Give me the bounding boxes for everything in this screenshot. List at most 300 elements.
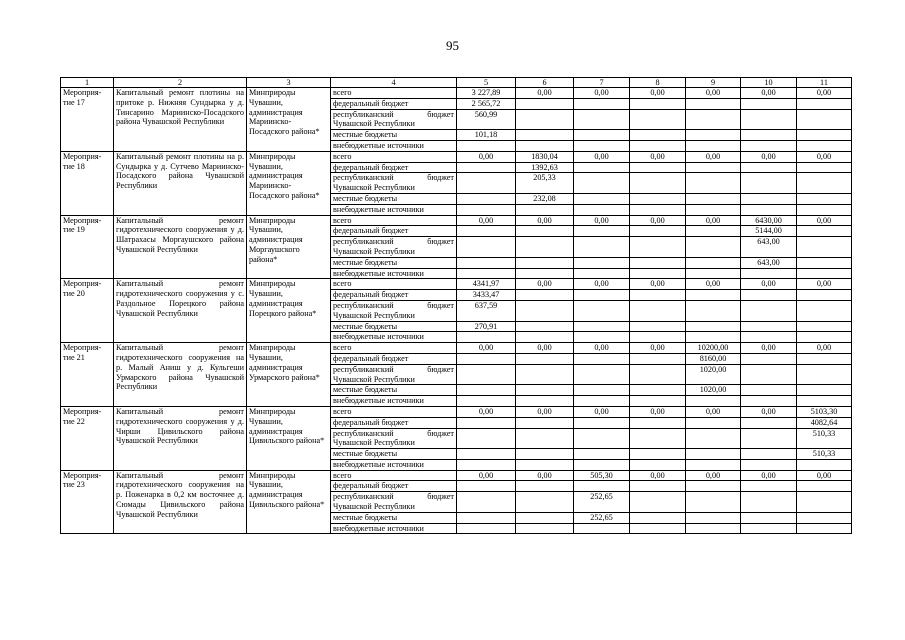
funding-table xyxy=(60,77,852,534)
event-executor: Минприроды Чувашии, администрация Мариинско-Посадского района* xyxy=(247,151,331,215)
value-cell: 0,00 xyxy=(686,406,741,417)
value-cell xyxy=(741,385,797,396)
value-cell xyxy=(797,523,852,534)
value-cell xyxy=(574,204,630,215)
value-cell xyxy=(516,237,574,258)
value-cell xyxy=(574,459,630,470)
value-cell xyxy=(574,523,630,534)
funding-source-text: местные бюджеты xyxy=(333,193,398,203)
value-cell xyxy=(630,428,686,449)
value-cell xyxy=(686,417,741,428)
value-cell: 4341,97 xyxy=(457,279,516,290)
value-cell xyxy=(574,193,630,204)
value-cell xyxy=(741,193,797,204)
value-cell xyxy=(686,512,741,523)
value-cell xyxy=(630,364,686,385)
table-row xyxy=(61,343,852,354)
value-cell xyxy=(797,332,852,343)
value-cell xyxy=(630,321,686,332)
value-cell xyxy=(686,523,741,534)
value-cell xyxy=(457,364,516,385)
value-cell xyxy=(516,364,574,385)
value-cell xyxy=(686,290,741,301)
funding-source-text: Чувашской Республики xyxy=(333,502,415,512)
value-cell xyxy=(574,417,630,428)
event-executor: Минприроды Чувашии, администрация Цивильского района* xyxy=(247,406,331,470)
value-cell xyxy=(630,396,686,407)
funding-source-text: местные бюджеты xyxy=(333,449,398,459)
funding-source-text: всего xyxy=(333,279,352,289)
value-cell xyxy=(686,204,741,215)
value-cell xyxy=(457,459,516,470)
value-cell xyxy=(630,492,686,513)
value-cell xyxy=(686,140,741,151)
funding-source-text: внебюджетные источники xyxy=(333,268,424,278)
table-row xyxy=(61,215,852,226)
value-cell: 232,08 xyxy=(516,193,574,204)
value-cell xyxy=(741,523,797,534)
value-cell: 0,00 xyxy=(797,470,852,481)
value-cell xyxy=(797,481,852,492)
funding-source-text: Чувашской Республики xyxy=(333,310,415,320)
value-cell xyxy=(797,353,852,364)
value-cell xyxy=(457,237,516,258)
value-cell: 0,00 xyxy=(686,470,741,481)
value-cell xyxy=(686,449,741,460)
value-cell: 643,00 xyxy=(741,257,797,268)
funding-source-label xyxy=(331,343,457,354)
value-cell xyxy=(516,417,574,428)
funding-source-text: внебюджетные источники xyxy=(333,459,424,469)
event-label: Мероприя-тие 18 xyxy=(61,151,114,215)
funding-source-text: федеральный бюджет xyxy=(333,98,409,108)
value-cell xyxy=(574,98,630,109)
event-executor: Минприроды Чувашии, администрация Цивильского района* xyxy=(247,470,331,534)
value-cell xyxy=(741,300,797,321)
column-header-7: 7 xyxy=(574,78,630,88)
value-cell xyxy=(516,428,574,449)
value-cell: 0,00 xyxy=(574,406,630,417)
value-cell xyxy=(686,257,741,268)
value-cell xyxy=(516,385,574,396)
value-cell xyxy=(686,268,741,279)
value-cell xyxy=(574,109,630,130)
value-cell: 0,00 xyxy=(630,279,686,290)
event-label: Мероприя-тие 21 xyxy=(61,343,114,407)
page-number: 95 xyxy=(446,38,459,53)
value-cell xyxy=(686,237,741,258)
funding-source-text: федеральный бюджет xyxy=(333,290,409,300)
value-cell xyxy=(630,481,686,492)
value-cell: 643,00 xyxy=(741,237,797,258)
value-cell xyxy=(797,459,852,470)
value-cell xyxy=(457,268,516,279)
funding-source-text: республиканский бюджет xyxy=(333,173,454,183)
value-cell xyxy=(741,290,797,301)
value-cell xyxy=(457,523,516,534)
value-cell: 1020,00 xyxy=(686,385,741,396)
value-cell: 1830,04 xyxy=(516,151,574,162)
value-cell: 1392,63 xyxy=(516,162,574,173)
event-description: Капитальный ремонт гидротехнического сооружения у д. Чирши Цивильского района Чувашской Республики xyxy=(114,406,247,470)
value-cell: 3 227,89 xyxy=(457,88,516,99)
value-cell: 0,00 xyxy=(574,279,630,290)
value-cell xyxy=(574,237,630,258)
funding-source-label xyxy=(331,523,457,534)
value-cell xyxy=(574,449,630,460)
value-cell xyxy=(741,492,797,513)
table-row xyxy=(61,151,852,162)
funding-source-label xyxy=(331,98,457,109)
funding-source-text: федеральный бюджет xyxy=(333,481,409,491)
value-cell xyxy=(797,140,852,151)
value-cell xyxy=(686,173,741,194)
value-cell xyxy=(630,523,686,534)
value-cell xyxy=(516,130,574,141)
funding-source-text: федеральный бюджет xyxy=(333,162,409,172)
value-cell xyxy=(741,173,797,194)
value-cell: 637,59 xyxy=(457,300,516,321)
value-cell xyxy=(457,449,516,460)
event-label: Мероприя-тие 23 xyxy=(61,470,114,534)
event-executor: Минприроды Чувашии, администрация Моргаушского района* xyxy=(247,215,331,279)
value-cell xyxy=(574,140,630,151)
value-cell: 0,00 xyxy=(457,151,516,162)
funding-source-label xyxy=(331,140,457,151)
value-cell xyxy=(741,321,797,332)
value-cell xyxy=(457,385,516,396)
value-cell: 0,00 xyxy=(797,279,852,290)
table-row xyxy=(61,470,852,481)
column-header-11: 11 xyxy=(797,78,852,88)
value-cell: 0,00 xyxy=(797,88,852,99)
value-cell xyxy=(516,204,574,215)
value-cell: 0,00 xyxy=(741,279,797,290)
funding-source-label xyxy=(331,215,457,226)
funding-source-label xyxy=(331,88,457,99)
funding-source-text: внебюджетные источники xyxy=(333,523,424,533)
value-cell xyxy=(457,332,516,343)
value-cell xyxy=(630,300,686,321)
value-cell xyxy=(516,140,574,151)
funding-source-text: местные бюджеты xyxy=(333,512,398,522)
value-cell xyxy=(457,396,516,407)
value-cell xyxy=(630,257,686,268)
value-cell xyxy=(516,226,574,237)
column-header-8: 8 xyxy=(630,78,686,88)
value-cell: 0,00 xyxy=(686,88,741,99)
value-cell: 0,00 xyxy=(686,279,741,290)
value-cell xyxy=(457,353,516,364)
value-cell: 0,00 xyxy=(574,343,630,354)
value-cell: 4082,64 xyxy=(797,417,852,428)
value-cell: 0,00 xyxy=(574,151,630,162)
event-executor: Минприроды Чувашии, администрация Урмарского района* xyxy=(247,343,331,407)
value-cell: 1020,00 xyxy=(686,364,741,385)
funding-source-label xyxy=(331,237,457,258)
value-cell xyxy=(574,428,630,449)
funding-source-label xyxy=(331,385,457,396)
value-cell xyxy=(457,162,516,173)
value-cell xyxy=(574,321,630,332)
value-cell xyxy=(630,98,686,109)
column-header-9: 9 xyxy=(686,78,741,88)
value-cell xyxy=(686,428,741,449)
value-cell xyxy=(686,492,741,513)
value-cell xyxy=(630,173,686,194)
table-row xyxy=(61,406,852,417)
value-cell xyxy=(741,428,797,449)
event-description: Капитальный ремонт гидротехнического сооружения на р. Поженарка в 0,2 км восточнее д. Сюмады Цивильского района Чувашской Республики xyxy=(114,470,247,534)
column-header-5: 5 xyxy=(457,78,516,88)
value-cell xyxy=(574,173,630,194)
value-cell xyxy=(516,353,574,364)
value-cell xyxy=(457,492,516,513)
value-cell xyxy=(574,130,630,141)
funding-source-text: всего xyxy=(333,215,352,225)
value-cell xyxy=(797,512,852,523)
value-cell xyxy=(741,162,797,173)
value-cell xyxy=(457,226,516,237)
value-cell: 252,65 xyxy=(574,512,630,523)
value-cell: 6430,00 xyxy=(741,215,797,226)
column-header-3: 3 xyxy=(247,78,331,88)
value-cell xyxy=(516,321,574,332)
value-cell xyxy=(686,396,741,407)
value-cell: 510,33 xyxy=(797,449,852,460)
value-cell xyxy=(516,268,574,279)
value-cell: 0,00 xyxy=(516,279,574,290)
funding-source-text: всего xyxy=(333,151,352,161)
funding-source-label xyxy=(331,279,457,290)
table-row xyxy=(61,279,852,290)
value-cell xyxy=(741,130,797,141)
value-cell xyxy=(574,300,630,321)
value-cell xyxy=(741,332,797,343)
funding-source-text: внебюджетные источники xyxy=(333,332,424,342)
funding-source-label xyxy=(331,512,457,523)
value-cell xyxy=(686,332,741,343)
value-cell: 510,33 xyxy=(797,428,852,449)
value-cell xyxy=(516,523,574,534)
value-cell: 2 565,72 xyxy=(457,98,516,109)
column-header-6: 6 xyxy=(516,78,574,88)
value-cell xyxy=(741,459,797,470)
value-cell xyxy=(797,321,852,332)
column-header-4: 4 xyxy=(331,78,457,88)
value-cell xyxy=(686,193,741,204)
funding-source-label xyxy=(331,109,457,130)
value-cell xyxy=(630,130,686,141)
value-cell xyxy=(686,130,741,141)
value-cell xyxy=(457,193,516,204)
value-cell: 101,18 xyxy=(457,130,516,141)
value-cell: 0,00 xyxy=(516,343,574,354)
funding-source-label xyxy=(331,428,457,449)
event-description: Капитальный ремонт гидротехнического сооружения у с. Раздольное Порецкого района Чувашской Республики xyxy=(114,279,247,343)
value-cell: 0,00 xyxy=(516,215,574,226)
value-cell xyxy=(574,268,630,279)
funding-source-label xyxy=(331,332,457,343)
funding-source-text: всего xyxy=(333,470,352,480)
funding-source-text: всего xyxy=(333,343,352,353)
value-cell xyxy=(516,98,574,109)
value-cell xyxy=(574,257,630,268)
value-cell: 560,99 xyxy=(457,109,516,130)
value-cell: 0,00 xyxy=(741,406,797,417)
value-cell xyxy=(457,428,516,449)
value-cell xyxy=(686,481,741,492)
value-cell xyxy=(686,226,741,237)
value-cell xyxy=(741,512,797,523)
value-cell xyxy=(797,204,852,215)
value-cell xyxy=(457,512,516,523)
value-cell xyxy=(574,385,630,396)
value-cell xyxy=(574,332,630,343)
value-cell: 0,00 xyxy=(630,343,686,354)
header-row xyxy=(61,78,852,88)
value-cell xyxy=(797,130,852,141)
funding-source-label xyxy=(331,130,457,141)
value-cell: 0,00 xyxy=(574,88,630,99)
value-cell xyxy=(574,226,630,237)
funding-source-text: Чувашской Республики xyxy=(333,246,415,256)
value-cell xyxy=(797,162,852,173)
value-cell xyxy=(686,162,741,173)
value-cell xyxy=(797,290,852,301)
value-cell: 8160,00 xyxy=(686,353,741,364)
value-cell: 0,00 xyxy=(686,151,741,162)
value-cell xyxy=(630,140,686,151)
value-cell: 5144,00 xyxy=(741,226,797,237)
column-header-1: 1 xyxy=(61,78,114,88)
value-cell: 505,30 xyxy=(574,470,630,481)
value-cell xyxy=(741,364,797,385)
value-cell xyxy=(630,109,686,130)
value-cell xyxy=(797,492,852,513)
value-cell xyxy=(797,226,852,237)
funding-source-text: Чувашской Республики xyxy=(333,374,415,384)
funding-source-text: внебюджетные источники xyxy=(333,204,424,214)
funding-source-label xyxy=(331,193,457,204)
value-cell xyxy=(797,268,852,279)
funding-source-text: внебюджетные источники xyxy=(333,396,424,406)
value-cell xyxy=(741,109,797,130)
funding-source-label xyxy=(331,481,457,492)
funding-source-text: республиканский бюджет xyxy=(333,428,454,438)
value-cell xyxy=(574,290,630,301)
value-cell: 5103,30 xyxy=(797,406,852,417)
value-cell xyxy=(630,268,686,279)
funding-source-text: федеральный бюджет xyxy=(333,226,409,236)
value-cell xyxy=(630,204,686,215)
funding-source-text: местные бюджеты xyxy=(333,321,398,331)
funding-source-label xyxy=(331,364,457,385)
value-cell: 0,00 xyxy=(741,151,797,162)
value-cell: 252,65 xyxy=(574,492,630,513)
value-cell xyxy=(574,364,630,385)
funding-source-label xyxy=(331,353,457,364)
value-cell: 0,00 xyxy=(630,215,686,226)
value-cell: 0,00 xyxy=(686,215,741,226)
value-cell xyxy=(797,193,852,204)
event-executor: Минприроды Чувашии, администрация Мариинско-Посадского района* xyxy=(247,88,331,152)
value-cell xyxy=(457,481,516,492)
funding-source-label xyxy=(331,226,457,237)
value-cell xyxy=(516,512,574,523)
funding-source-text: внебюджетные источники xyxy=(333,140,424,150)
value-cell xyxy=(516,290,574,301)
funding-source-label xyxy=(331,492,457,513)
value-cell: 270,91 xyxy=(457,321,516,332)
value-cell xyxy=(741,204,797,215)
event-description: Капитальный ремонт плотины на притоке р. Нижняя Сундырка у д. Тинсарино Мариинско-Посадского района Чувашской Республики xyxy=(114,88,247,152)
value-cell: 0,00 xyxy=(457,470,516,481)
funding-source-text: Чувашской Республики xyxy=(333,119,415,129)
funding-source-label xyxy=(331,449,457,460)
funding-source-text: местные бюджеты xyxy=(333,257,398,267)
value-cell: 0,00 xyxy=(741,343,797,354)
value-cell xyxy=(797,173,852,194)
value-cell xyxy=(741,481,797,492)
value-cell: 10200,00 xyxy=(686,343,741,354)
value-cell xyxy=(516,109,574,130)
event-description: Капитальный ремонт плотины на р. Сундырка у д. Сутчево Мариинско-Посадского района Чувашской Республики xyxy=(114,151,247,215)
value-cell xyxy=(457,417,516,428)
funding-source-text: Чувашской Республики xyxy=(333,183,415,193)
value-cell xyxy=(516,449,574,460)
value-cell xyxy=(630,193,686,204)
value-cell xyxy=(574,162,630,173)
value-cell: 0,00 xyxy=(741,88,797,99)
value-cell xyxy=(457,204,516,215)
funding-source-label xyxy=(331,151,457,162)
value-cell xyxy=(686,459,741,470)
value-cell: 0,00 xyxy=(574,215,630,226)
funding-source-label xyxy=(331,204,457,215)
funding-source-label xyxy=(331,417,457,428)
value-cell xyxy=(457,140,516,151)
value-cell xyxy=(741,353,797,364)
event-label: Мероприя-тие 19 xyxy=(61,215,114,279)
value-cell xyxy=(741,449,797,460)
value-cell: 3433,47 xyxy=(457,290,516,301)
event-description: Капитальный ремонт гидротехнического сооружения на р. Малый Аниш у д. Кульгеши Урмарского района Чувашской Республики xyxy=(114,343,247,407)
value-cell xyxy=(630,385,686,396)
value-cell: 0,00 xyxy=(797,343,852,354)
value-cell xyxy=(516,332,574,343)
funding-source-label xyxy=(331,459,457,470)
value-cell: 0,00 xyxy=(516,470,574,481)
value-cell xyxy=(630,290,686,301)
value-cell xyxy=(797,364,852,385)
value-cell xyxy=(686,321,741,332)
funding-source-text: республиканский бюджет xyxy=(333,237,454,247)
funding-source-text: местные бюджеты xyxy=(333,130,398,140)
value-cell xyxy=(686,109,741,130)
funding-source-label xyxy=(331,162,457,173)
value-cell xyxy=(457,257,516,268)
value-cell xyxy=(630,512,686,523)
value-cell xyxy=(630,237,686,258)
event-description: Капитальный ремонт гидротехнического сооружения у д. Шатрахасы Моргаушского района Чувашской Республики xyxy=(114,215,247,279)
event-label: Мероприя-тие 22 xyxy=(61,406,114,470)
funding-source-text: республиканский бюджет xyxy=(333,364,454,374)
value-cell: 0,00 xyxy=(741,470,797,481)
funding-source-text: местные бюджеты xyxy=(333,385,398,395)
value-cell xyxy=(630,332,686,343)
funding-source-text: Чувашской Республики xyxy=(333,438,415,448)
